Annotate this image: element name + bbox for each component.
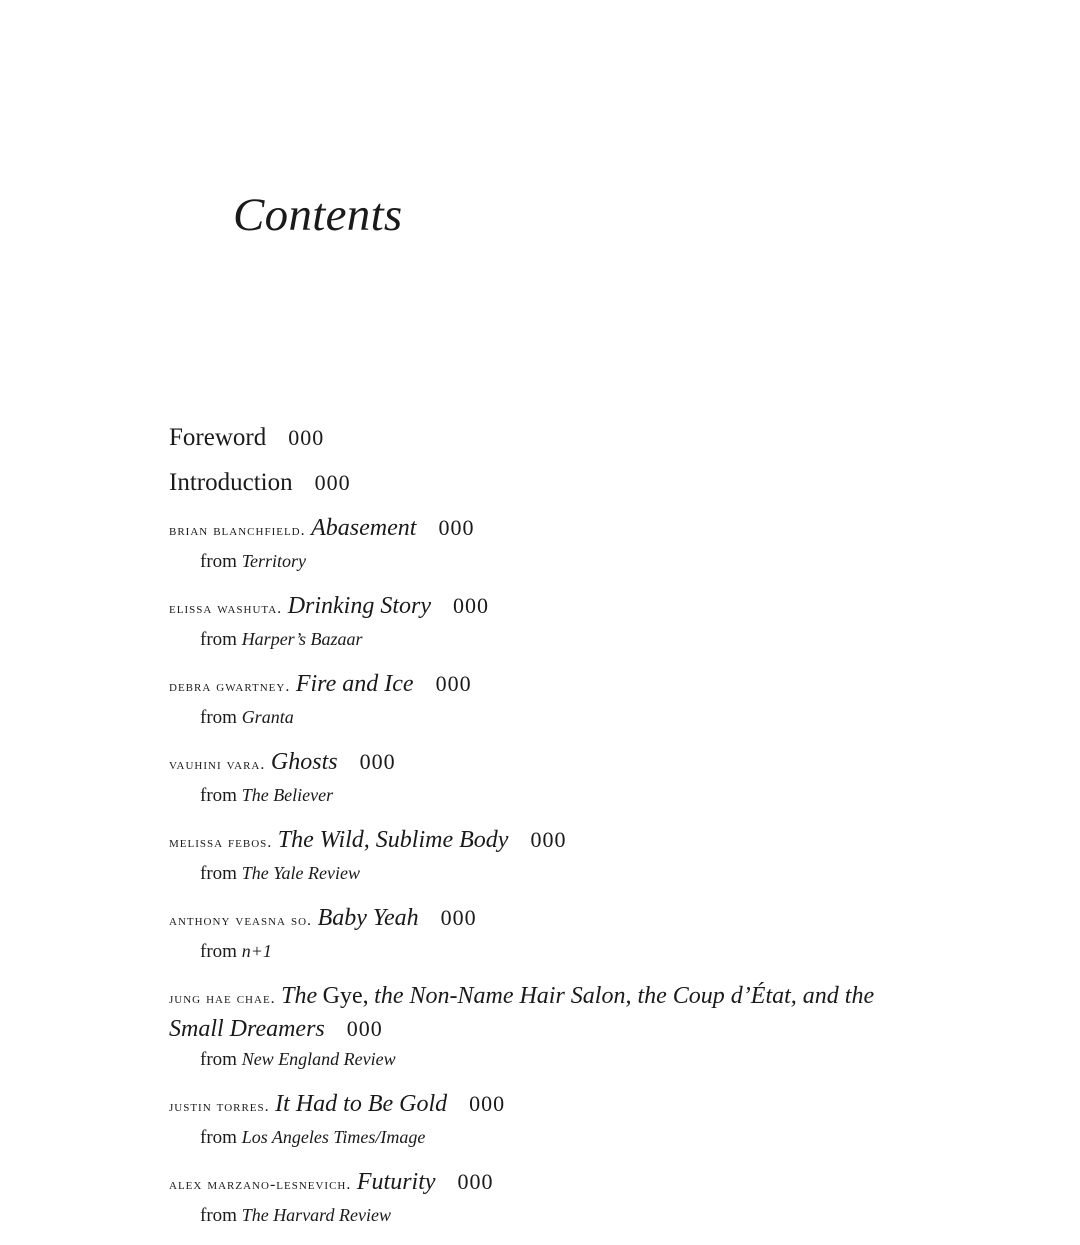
entry-author: melissa febos. — [169, 834, 273, 851]
page-number: 000 — [359, 749, 396, 774]
entry-source — [200, 1122, 929, 1153]
from-label: from — [200, 941, 237, 962]
entry-source — [200, 546, 929, 577]
page-number: 000 — [440, 905, 477, 930]
page-number: 000 — [438, 515, 475, 540]
entry-author: elissa washuta. — [169, 600, 283, 617]
entry-author: jung hae chae. — [169, 990, 276, 1007]
entry-title: The Wild, Sublime Body — [277, 827, 509, 853]
entry-title: Fire and Ice — [295, 671, 414, 697]
publication: Harper’s Bazaar — [241, 629, 363, 649]
from-label: from — [200, 785, 237, 806]
page-number: 000 — [346, 1016, 383, 1041]
entry-title: Baby Yeah — [317, 905, 419, 931]
publication: Territory — [241, 551, 307, 571]
toc-entry[interactable] — [169, 981, 929, 1075]
from-label: from — [200, 551, 237, 572]
page-title: Contents — [233, 189, 403, 241]
page-number: 000 — [435, 671, 472, 696]
publication: The Believer — [241, 785, 334, 805]
entry-author: vauhini vara. — [169, 756, 266, 773]
entry-author: alex marzano-lesnevich. — [169, 1176, 352, 1193]
toc-entry[interactable] — [169, 747, 929, 811]
toc-entry[interactable] — [169, 669, 929, 733]
table-of-contents — [169, 423, 929, 1245]
publication: Granta — [241, 707, 294, 727]
entry-source — [200, 780, 929, 811]
from-label: from — [200, 863, 237, 884]
from-label: from — [200, 1205, 237, 1226]
toc-entry[interactable] — [169, 1167, 929, 1231]
entry-title: Abasement — [311, 515, 417, 541]
toc-introduction[interactable] — [169, 468, 929, 498]
page-number: 000 — [530, 827, 567, 852]
entry-author: justin torres. — [169, 1098, 270, 1115]
front-label: Foreword — [169, 424, 267, 451]
toc-entry[interactable] — [169, 1089, 929, 1153]
page-number: 000 — [288, 425, 325, 450]
publication: Los Angeles Times/Image — [241, 1127, 426, 1147]
from-label: from — [200, 629, 237, 650]
entry-title: Drinking Story — [287, 593, 432, 619]
from-label: from — [200, 1049, 237, 1070]
entry-title-part: The — [281, 983, 318, 1009]
entry-source — [200, 702, 929, 733]
toc-entry[interactable] — [169, 513, 929, 577]
toc-entry[interactable] — [169, 903, 929, 967]
entry-author: debra gwartney. — [169, 678, 291, 695]
entry-source — [200, 1200, 929, 1231]
from-label: from — [200, 1127, 237, 1148]
page-number: 000 — [453, 593, 490, 618]
entry-source — [200, 1044, 929, 1075]
entry-title: Ghosts — [270, 749, 338, 775]
entry-author: anthony veasna so. — [169, 912, 313, 929]
publication: New England Review — [241, 1049, 396, 1069]
from-label: from — [200, 707, 237, 728]
entry-source — [200, 624, 929, 655]
toc-foreword[interactable] — [169, 423, 929, 453]
publication: The Yale Review — [241, 863, 361, 883]
entry-title: Futurity — [356, 1169, 436, 1195]
publication: The Harvard Review — [241, 1205, 391, 1225]
entry-title-rest: the Non-Name Hair Salon, the Coup d’État, and the Small Dreamers — [169, 983, 875, 1042]
entry-title: It Had to Be Gold — [275, 1091, 448, 1117]
publication: n+1 — [241, 941, 272, 961]
page-number: 000 — [314, 470, 351, 495]
front-label: Introduction — [169, 469, 293, 496]
page-number: 000 — [469, 1091, 506, 1116]
entry-source — [200, 936, 929, 967]
toc-entry[interactable] — [169, 825, 929, 889]
entry-title-roman-word: Gye, — [322, 983, 369, 1009]
entry-source — [200, 858, 929, 889]
toc-entry[interactable] — [169, 591, 929, 655]
entry-author: brian blanchfield. — [169, 522, 306, 539]
page-number: 000 — [457, 1169, 494, 1194]
